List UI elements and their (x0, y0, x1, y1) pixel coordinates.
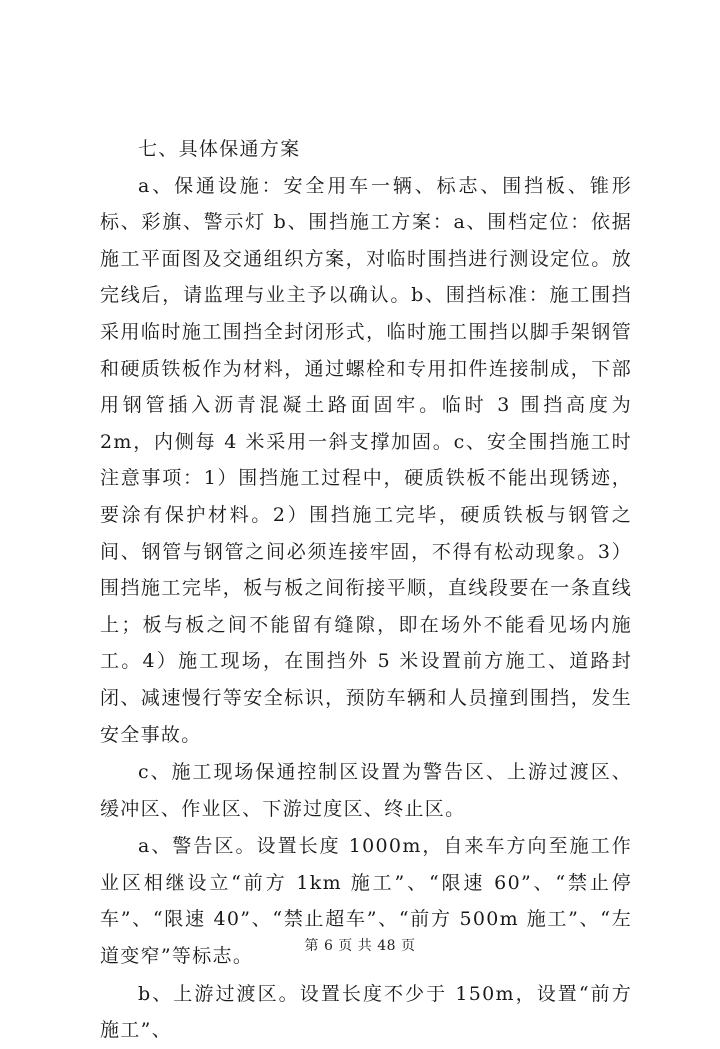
paragraph-upstream-transition: b、上游过渡区。设置长度不少于 150m，设置“前方施工”、 (100, 982, 632, 1042)
paragraph-control-zones: c、施工现场保通控制区设置为警告区、上游过渡区、缓冲区、作业区、下游过度区、终止区。 (100, 761, 632, 820)
paragraph-warning-zone: a、警告区。设置长度 1000m，自来车方向至施工作业区相继设立“前方 1km 施工”、“限速 60”、“禁止停车”、“限速 40”、“禁止超车”、“前方 500m 施工”、“左道变窄”等标志。 (100, 835, 632, 968)
page-number-footer: 第 6 页 共 48 页 (304, 938, 416, 954)
document-body (100, 131, 632, 1049)
paragraph-safety-facilities: a、保通设施：安全用车一辆、标志、围挡板、锥形标、彩旗、警示灯 b、围挡施工方案：a、围档定位：依据施工平面图及交通组织方案，对临时围挡进行测设定位。放完线后，请监理与业主予以确认。b、围挡标准：施工围挡采用临时施工围挡全封闭形式，临时施工围挡以脚手架钢管和硬质铁板作为材料，通过螺栓和专用扣件连接制成，下部用钢管插入沥青混凝土路面固牢。临时 3 围挡高度为 2m，内侧每 4 米采用一斜支撑加固。c、安全围挡施工时注意事项：1）围挡施工过程中，硬质铁板不能出现锈迹，要涂有保护材料。2）围挡施工完毕，硬质铁板与钢管之间、钢管与钢管之间必须连接牢固，不得有松动现象。3）围挡施工完毕，板与板之间衔接平顺，直线段要在一条直线上；板与板之间不能留有缝隙，即在场外不能看见场内施工。4）施工现场，在围挡外 5 米设置前方施工、道路封闭、减速慢行等安全标识，预防车辆和人员撞到围挡，发生安全事故。 (100, 174, 632, 746)
section-heading: 七、具体保通方案 (138, 138, 301, 160)
